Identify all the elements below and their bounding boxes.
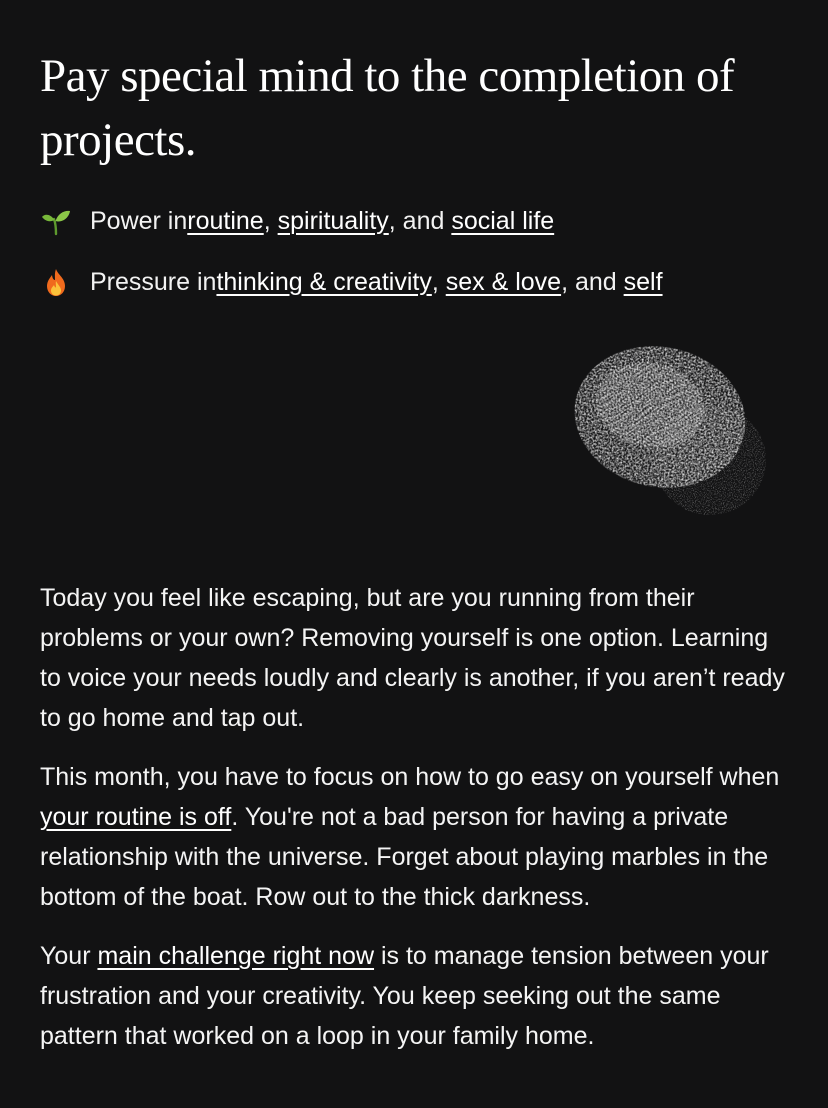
link-main-challenge-right-now[interactable]: main challenge right now — [97, 942, 375, 970]
headline: Pay special mind to the completion of projects. — [40, 50, 735, 166]
paragraph-2-text: This month, you have to focus on how to go easy on yourself when — [40, 763, 780, 791]
paragraph-3-text: is to manage tension between your frustration and your creativity. You keep seeking out the same pattern that worked on a loop in your family home. — [40, 942, 769, 1050]
link-spirituality[interactable]: spirituality — [277, 206, 389, 235]
link-your-routine-is-off[interactable]: your routine is off — [40, 803, 232, 831]
paragraph-2-text: . You're not a bad person for having a private relationship with the universe. Forget about playing marbles in the bottom of the boat. Row out to the thick darkness. — [40, 803, 769, 911]
separator: , — [263, 206, 278, 235]
power-trait — [40, 200, 800, 242]
pressure-prefix: Pressure in — [90, 267, 217, 296]
link-self[interactable]: self — [623, 267, 663, 296]
link-routine[interactable]: routine — [187, 206, 264, 235]
paragraph-2 — [40, 757, 792, 917]
paragraph-1: Today you feel like escaping, but are you running from their problems or your own? Removing yourself is one option. Learning to voice your needs loudly and clearly is another, if you aren’t ready to go home and tap out. — [40, 584, 785, 732]
paragraph-3 — [40, 936, 792, 1056]
reading-body — [40, 578, 792, 1075]
pressure-trait — [40, 261, 800, 303]
paragraph-3-text: Your — [40, 942, 98, 970]
planet-image — [560, 335, 780, 535]
link-sex-love[interactable]: sex & love — [445, 267, 562, 296]
link-social-life[interactable]: social life — [451, 206, 555, 235]
power-prefix: Power in — [90, 206, 188, 235]
planet-icon — [560, 335, 780, 535]
link-thinking-creativity[interactable]: thinking & creativity — [216, 267, 432, 296]
seedling-icon — [40, 205, 72, 237]
separator: , — [431, 267, 446, 296]
separator: , and — [388, 206, 452, 235]
fire-icon — [40, 266, 72, 298]
separator: , and — [561, 267, 624, 296]
trait-list — [40, 200, 800, 322]
